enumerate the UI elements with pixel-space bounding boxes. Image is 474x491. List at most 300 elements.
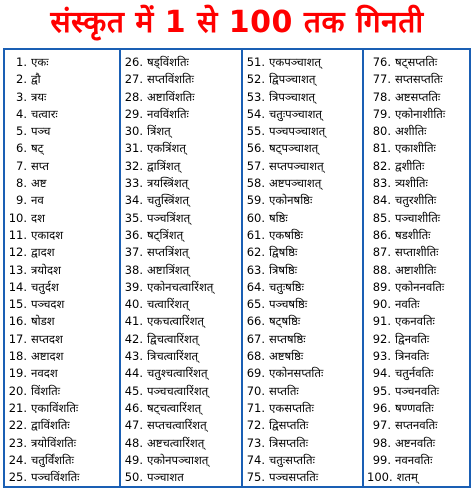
number-label: 82. (372, 158, 391, 173)
sanskrit-word: चतुःपञ्चाशत् (269, 106, 322, 121)
sanskrit-word: षट् (31, 141, 44, 156)
sanskrit-word: एकत्रिंशत् (147, 141, 186, 156)
number-label: 59. (246, 193, 265, 208)
number-row (121, 175, 241, 192)
sanskrit-word: अष्टाशीतिः (395, 262, 437, 277)
number-label: 40. (124, 297, 143, 312)
number-label: 1. (16, 55, 27, 69)
number-label: 12. (8, 245, 27, 260)
sanskrit-word: एकाशीतिः (395, 141, 436, 156)
number-row (121, 279, 241, 296)
number-label: 67. (246, 331, 265, 346)
sanskrit-word: षट्चत्वारिंशत् (147, 400, 202, 415)
sanskrit-word: चतुस्त्रिंशत् (147, 193, 190, 208)
number-label: 57. (246, 158, 265, 173)
sanskrit-word: पञ्चचत्वारिंशत् (147, 383, 209, 398)
sanskrit-word: अष्टपञ्चाशत् (269, 176, 322, 191)
sanskrit-word: षोडश (31, 314, 55, 329)
number-row (5, 89, 119, 106)
sanskrit-word: षट्पञ्चाशत् (269, 141, 319, 156)
sanskrit-word: चतुर्नवतिः (395, 366, 434, 381)
number-label: 91. (372, 314, 391, 329)
number-label: 34. (124, 193, 143, 208)
number-label: 11. (8, 227, 27, 242)
sanskrit-word: त्रिसप्ततिः (269, 435, 309, 450)
number-label: 84. (372, 193, 391, 208)
sanskrit-word: पञ्चसप्ततिः (269, 470, 319, 485)
sanskrit-word: अष्टषष्ठिः (269, 349, 304, 364)
number-row (364, 469, 469, 486)
number-row (243, 417, 362, 434)
number-label: 4. (16, 106, 27, 121)
sanskrit-word: अष्टाविंशतिः (147, 89, 195, 104)
sanskrit-word: चत्वारः (31, 106, 58, 121)
sanskrit-word: पञ्चदश (31, 297, 65, 312)
number-label: 86. (372, 227, 391, 242)
number-label: 49. (124, 452, 143, 467)
sanskrit-word: द्विसप्ततिः (269, 418, 309, 433)
sanskrit-word: त्रिचत्वारिंशत् (147, 349, 199, 364)
sanskrit-word: विंशतिः (31, 383, 61, 398)
number-row (243, 244, 362, 261)
number-label: 25. (8, 470, 27, 485)
number-label: 100. (367, 470, 393, 485)
number-row (121, 331, 241, 348)
sanskrit-word: एकोनसप्ततिः (269, 366, 324, 381)
number-row (243, 435, 362, 452)
number-label: 46. (124, 400, 143, 415)
sanskrit-word: एकोनषष्ठिः (269, 193, 313, 208)
number-row (5, 383, 119, 400)
number-row (5, 348, 119, 365)
sanskrit-word: अष्टादश (31, 349, 64, 364)
number-row (243, 313, 362, 330)
number-label: 3. (16, 89, 27, 104)
number-label: 65. (246, 297, 265, 312)
number-label: 23. (8, 435, 27, 450)
number-label: 79. (372, 106, 391, 121)
number-label: 53. (246, 89, 265, 104)
sanskrit-word: द्वौ (31, 72, 41, 87)
number-row (5, 175, 119, 192)
number-row (121, 140, 241, 157)
sanskrit-word: षण्णवतिः (395, 400, 434, 415)
number-row (243, 175, 362, 192)
number-row (5, 227, 119, 244)
sanskrit-word: नवनवतिः (395, 452, 433, 467)
number-label: 94. (372, 366, 391, 381)
sanskrit-word: सप्तचत्वारिंशत् (147, 418, 207, 433)
sanskrit-word: सप्त (31, 158, 49, 173)
number-label: 16. (8, 314, 27, 329)
number-label: 70. (246, 383, 265, 398)
number-label: 35. (124, 210, 143, 225)
number-label: 50. (124, 470, 143, 485)
sanskrit-word: षट्त्रिंशत् (147, 227, 184, 242)
number-label: 31. (124, 141, 143, 156)
number-label: 17. (8, 331, 27, 346)
number-label: 21. (8, 400, 27, 415)
number-label: 20. (8, 383, 27, 398)
number-row (364, 348, 469, 365)
sanskrit-word: एकचत्वारिंशत् (147, 314, 204, 329)
sanskrit-word: पञ्चाशीतिः (395, 210, 441, 225)
number-row (121, 383, 241, 400)
sanskrit-word: त्रिंशत् (147, 124, 171, 139)
number-label: 51. (246, 55, 265, 69)
number-label: 85. (372, 210, 391, 225)
sanskrit-word: अष्टचत्वारिंशत् (147, 435, 205, 450)
number-row (364, 262, 469, 279)
number-label: 72. (246, 418, 265, 433)
sanskrit-word: त्रयोविंशतिः (31, 435, 77, 450)
number-label: 48. (124, 435, 143, 450)
number-row (121, 123, 241, 140)
number-row (5, 279, 119, 296)
sanskrit-word: अशीतिः (395, 124, 427, 139)
number-row (121, 227, 241, 244)
number-row (5, 400, 119, 417)
number-label: 83. (372, 176, 391, 191)
number-label: 73. (246, 435, 265, 450)
number-label: 30. (124, 124, 143, 139)
number-label: 60. (246, 210, 265, 225)
number-label: 19. (8, 366, 27, 381)
number-label: 97. (372, 418, 391, 433)
number-label: 36. (124, 227, 143, 242)
number-row (5, 192, 119, 209)
sanskrit-word: सप्ततिः (269, 383, 299, 398)
sanskrit-word: षडशीतिः (395, 227, 431, 242)
number-label: 14. (8, 279, 27, 294)
number-row (121, 210, 241, 227)
number-label: 39. (124, 279, 143, 294)
sanskrit-word: षष्ठिः (269, 210, 288, 225)
sanskrit-word: त्रयोदश (31, 262, 61, 277)
sanskrit-word: सप्तविंशतिः (147, 72, 194, 87)
number-label: 58. (246, 176, 265, 191)
number-row (243, 89, 362, 106)
sanskrit-word: षट्षष्ठिः (269, 314, 301, 329)
number-label: 24. (8, 452, 27, 467)
number-row (364, 89, 469, 106)
number-label: 74. (246, 452, 265, 467)
sanskrit-word: त्र्यशीतिः (395, 176, 428, 191)
sanskrit-word: षड्विंशतिः (147, 55, 189, 69)
number-row (243, 296, 362, 313)
number-label: 90. (372, 297, 391, 312)
number-row (5, 331, 119, 348)
number-label: 37. (124, 245, 143, 260)
number-row (121, 313, 241, 330)
number-label: 95. (372, 383, 391, 398)
number-label: 62. (246, 245, 265, 260)
number-row (121, 400, 241, 417)
number-label: 69. (246, 366, 265, 381)
sanskrit-word: द्विनवतिः (395, 331, 430, 346)
number-label: 47. (124, 418, 143, 433)
number-row (121, 296, 241, 313)
number-label: 61. (246, 227, 265, 242)
number-row (243, 279, 362, 296)
sanskrit-word: चतुश्चत्वारिंशत् (147, 366, 208, 381)
sanskrit-word: एकनवतिः (395, 314, 435, 329)
number-row (243, 158, 362, 175)
sanskrit-word: एकोननवतिः (395, 279, 445, 294)
number-label: 93. (372, 349, 391, 364)
number-label: 10. (8, 210, 27, 225)
number-row (243, 71, 362, 88)
sanskrit-word: द्वाविंशतिः (31, 418, 70, 433)
sanskrit-word: सप्तत्रिंशत् (147, 245, 189, 260)
sanskrit-word: सप्ताशीतिः (395, 245, 439, 260)
sanskrit-word: पञ्चषष्ठिः (269, 297, 308, 312)
number-row (364, 106, 469, 123)
number-row (121, 435, 241, 452)
sanskrit-word: एकपञ्चाशत् (269, 55, 321, 69)
number-row (5, 210, 119, 227)
sanskrit-word: दश (31, 210, 45, 225)
number-label: 66. (246, 314, 265, 329)
number-row (364, 140, 469, 157)
sanskrit-word: एकोनपञ्चाशत् (147, 452, 209, 467)
sanskrit-word: अष्ट (31, 176, 47, 191)
number-row (243, 227, 362, 244)
sanskrit-word: नव (31, 193, 44, 208)
sanskrit-word: पञ्चविंशतिः (31, 470, 80, 485)
number-label: 98. (372, 435, 391, 450)
number-row (364, 175, 469, 192)
sanskrit-word: एकसप्ततिः (269, 400, 314, 415)
numbers-column-51-75 (243, 50, 364, 486)
numbers-column-1-25 (5, 50, 121, 486)
number-label: 29. (124, 106, 143, 121)
number-row (364, 123, 469, 140)
number-row (364, 279, 469, 296)
number-row (364, 417, 469, 434)
number-row (364, 244, 469, 261)
sanskrit-word: चतुर्विंशतिः (31, 452, 74, 467)
sanskrit-word: चतुःषष्ठिः (269, 279, 304, 294)
number-label: 76. (372, 55, 391, 69)
number-row (5, 71, 119, 88)
sanskrit-word: द्विषष्ठिः (269, 245, 298, 260)
number-row (364, 71, 469, 88)
number-label: 68. (246, 349, 265, 364)
number-row (5, 123, 119, 140)
number-row (364, 227, 469, 244)
number-label: 81. (372, 141, 391, 156)
number-row (364, 313, 469, 330)
number-label: 7. (16, 158, 27, 173)
number-label: 26. (124, 55, 143, 69)
sanskrit-word: पञ्चनवतिः (395, 383, 440, 398)
number-row (5, 313, 119, 330)
number-row (364, 452, 469, 469)
number-label: 92. (372, 331, 391, 346)
sanskrit-word: त्रयः (31, 89, 47, 104)
number-row (364, 296, 469, 313)
number-label: 88. (372, 262, 391, 277)
number-row (243, 54, 362, 71)
number-row (5, 106, 119, 123)
sanskrit-word: एकाविंशतिः (31, 400, 79, 415)
number-label: 38. (124, 262, 143, 277)
sanskrit-word: चतुःसप्ततिः (269, 452, 315, 467)
number-label: 52. (246, 72, 265, 87)
number-label: 89. (372, 279, 391, 294)
number-label: 55. (246, 124, 265, 139)
number-row (243, 331, 362, 348)
sanskrit-word: द्वात्रिंशत् (147, 158, 181, 173)
sanskrit-word: नवविंशतिः (147, 106, 189, 121)
number-label: 33. (124, 176, 143, 191)
sanskrit-word: सप्तनवतिः (395, 418, 438, 433)
number-label: 32. (124, 158, 143, 173)
number-label: 63. (246, 262, 265, 277)
sanskrit-word: एकषष्ठिः (269, 227, 303, 242)
sanskrit-word: चतुर्दश (31, 279, 59, 294)
number-label: 44. (124, 366, 143, 381)
sanskrit-word: सप्तषष्ठिः (269, 331, 306, 346)
number-row (364, 365, 469, 382)
number-row (364, 54, 469, 71)
number-row (121, 192, 241, 209)
number-row (5, 469, 119, 486)
number-row (243, 383, 362, 400)
number-row (243, 365, 362, 382)
sanskrit-word: द्वशीतिः (395, 158, 425, 173)
number-label: 54. (246, 106, 265, 121)
counting-table (3, 48, 471, 488)
sanskrit-word: द्वादश (31, 245, 55, 260)
sanskrit-word: द्विचत्वारिंशत् (147, 331, 199, 346)
number-row (243, 106, 362, 123)
number-row (121, 365, 241, 382)
number-row (364, 435, 469, 452)
number-row (364, 400, 469, 417)
sanskrit-word: षट्सप्ततिः (395, 55, 438, 69)
sanskrit-word: अष्टसप्ततिः (395, 89, 441, 104)
number-row (5, 417, 119, 434)
number-row (243, 262, 362, 279)
number-label: 9. (16, 193, 27, 208)
number-label: 42. (124, 331, 143, 346)
sanskrit-word: एकोनचत्वारिंशत् (147, 279, 214, 294)
number-row (121, 89, 241, 106)
number-label: 43. (124, 349, 143, 364)
sanskrit-word: त्रिपञ्चाशत् (269, 89, 316, 104)
page-title: संस्कृत में 1 से 100 तक गिनती (50, 5, 424, 40)
number-row (5, 262, 119, 279)
number-row (243, 192, 362, 209)
number-label: 71. (246, 400, 265, 415)
number-row (243, 348, 362, 365)
sanskrit-word: पञ्चत्रिंशत् (147, 210, 191, 225)
number-label: 5. (16, 124, 27, 139)
number-label: 22. (8, 418, 27, 433)
sanskrit-word: पञ्चपञ्चाशत् (269, 124, 326, 139)
number-row (121, 158, 241, 175)
number-row (364, 210, 469, 227)
sanskrit-word: सप्तपञ्चाशत् (269, 158, 324, 173)
sanskrit-word: पञ्चाशत (147, 470, 184, 485)
sanskrit-word: सप्तदश (31, 331, 63, 346)
sanskrit-word: द्विपञ्चाशत् (269, 72, 316, 87)
number-label: 45. (124, 383, 143, 398)
numbers-column-26-50 (121, 50, 243, 486)
number-row (121, 71, 241, 88)
number-label: 87. (372, 245, 391, 260)
number-row (121, 262, 241, 279)
sanskrit-word: चतुरशीतिः (395, 193, 437, 208)
number-row (243, 400, 362, 417)
number-label: 28. (124, 89, 143, 104)
number-row (5, 365, 119, 382)
number-row (243, 140, 362, 157)
number-row (121, 469, 241, 486)
number-label: 78. (372, 89, 391, 104)
number-row (243, 452, 362, 469)
number-row (5, 452, 119, 469)
number-label: 96. (372, 400, 391, 415)
sanskrit-word: शतम् (396, 470, 418, 485)
sanskrit-word: सप्तसप्ततिः (395, 72, 443, 87)
number-row (121, 417, 241, 434)
number-label: 15. (8, 297, 27, 312)
number-row (121, 54, 241, 71)
sanskrit-word: त्रिषष्ठिः (269, 262, 298, 277)
number-label: 64. (246, 279, 265, 294)
sanskrit-word: एकः (31, 55, 49, 69)
number-label: 27. (124, 72, 143, 87)
sanskrit-word: त्रिनवतिः (395, 349, 429, 364)
number-row (5, 296, 119, 313)
number-row (364, 383, 469, 400)
number-label: 56. (246, 141, 265, 156)
number-label: 99. (372, 452, 391, 467)
number-row (243, 469, 362, 486)
sanskrit-word: अष्टनवतिः (395, 435, 436, 450)
number-row (121, 244, 241, 261)
number-row (121, 452, 241, 469)
sanskrit-word: नवतिः (395, 297, 420, 312)
number-row (364, 331, 469, 348)
number-row (364, 158, 469, 175)
number-label: 18. (8, 349, 27, 364)
number-row (5, 435, 119, 452)
number-row (243, 210, 362, 227)
number-label: 77. (372, 72, 391, 87)
number-row (364, 192, 469, 209)
number-row (121, 348, 241, 365)
sanskrit-word: नवदश (31, 366, 58, 381)
number-label: 13. (8, 262, 27, 277)
numbers-column-76-100 (364, 50, 469, 486)
number-row (5, 244, 119, 261)
number-row (5, 140, 119, 157)
sanskrit-word: अष्टात्रिंशत् (147, 262, 190, 277)
number-label: 41. (124, 314, 143, 329)
sanskrit-word: एकादश (31, 227, 64, 242)
number-label: 75. (246, 470, 265, 485)
sanskrit-word: त्रयस्त्रिंशत् (147, 176, 189, 191)
number-row (5, 54, 119, 71)
sanskrit-word: पञ्च (31, 124, 51, 139)
sanskrit-word: एकोनाशीतिः (395, 106, 446, 121)
sanskrit-word: चत्वारिंशत् (147, 297, 189, 312)
number-label: 8. (16, 176, 27, 191)
